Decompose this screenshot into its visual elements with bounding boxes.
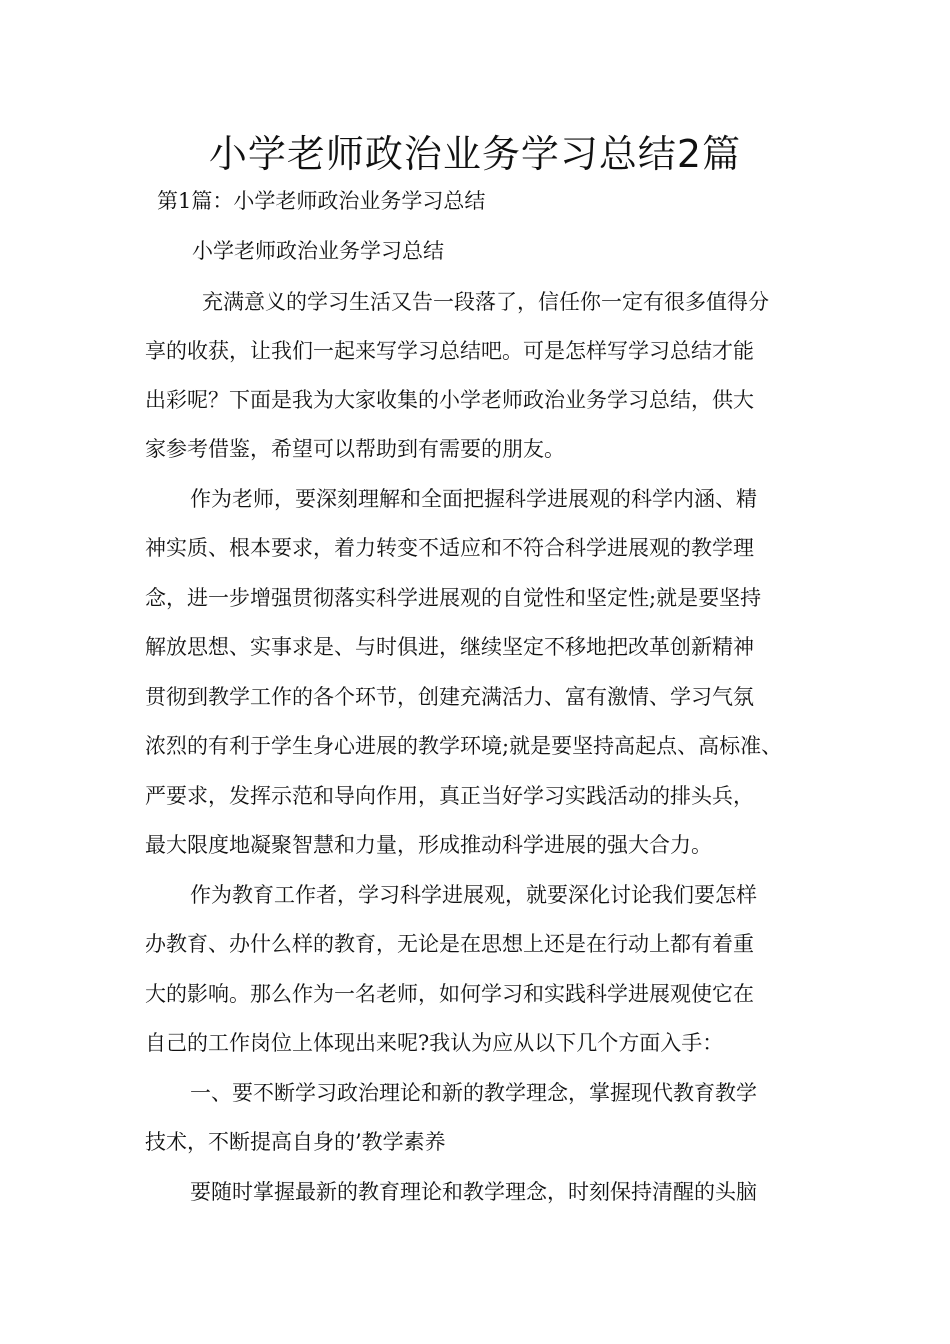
body-line: 神实质、根本要求，着力转变不适应和不符合科学进展观的教学理 — [145, 536, 754, 560]
body-line: 贯彻到教学工作的各个环节，创建充满活力、富有激情、学习气氛 — [145, 685, 754, 709]
body-line: 家参考借鉴，希望可以帮助到有需要的朋友。 — [145, 437, 565, 461]
body-line: 自己的工作岗位上体现出来呢?我认为应从以下几个方面入手： — [145, 1031, 724, 1055]
body-line: 大的影响。那么作为一名老师，如何学习和实践科学进展观使它在 — [145, 982, 754, 1006]
body-line: 作为教育工作者，学习科学进展观，就要深化讨论我们要怎样 — [190, 883, 757, 907]
body-line: 充满意义的学习生活又告一段落了，信任你一定有很多值得分 — [202, 290, 769, 314]
body-line: 享的收获，让我们一起来写学习总结吧。可是怎样写学习总结才能 — [145, 339, 754, 363]
article-subheading: 小学老师政治业务学习总结 — [192, 239, 444, 263]
body-line: 作为老师，要深刻理解和全面把握科学进展观的科学内涵、精 — [190, 487, 757, 511]
body-line: 一、要不断学习政治理论和新的教学理念，掌握现代教育教学 — [190, 1081, 757, 1105]
body-line: 办教育、办什么样的教育，无论是在思想上还是在行动上都有着重 — [145, 932, 754, 956]
body-line: 要随时掌握最新的教育理论和教学理念，时刻保持清醒的头脑 — [190, 1180, 757, 1204]
body-line: 出彩呢？下面是我为大家收集的小学老师政治业务学习总结，供大 — [145, 388, 754, 412]
document-title: 小学老师政治业务学习总结2篇 — [208, 132, 742, 176]
body-line: 严要求，发挥示范和导向作用，真正当好学习实践活动的排头兵， — [145, 784, 754, 808]
body-line: 解放思想、实事求是、与时俱进，继续坚定不移地把改革创新精神 — [145, 635, 754, 659]
chapter-heading: 第1篇：小学老师政治业务学习总结 — [157, 189, 486, 213]
body-line: 技术，不断提高自身的’教学素养 — [145, 1130, 446, 1154]
body-line: 浓烈的有利于学生身心进展的教学环境;就是要坚持高起点、高标准、 — [145, 734, 783, 758]
body-line: 最大限度地凝聚智慧和力量，形成推动科学进展的强大合力。 — [145, 833, 712, 857]
body-line: 念，进一步增强贯彻落实科学进展观的自觉性和坚定性;就是要坚持 — [145, 586, 762, 610]
